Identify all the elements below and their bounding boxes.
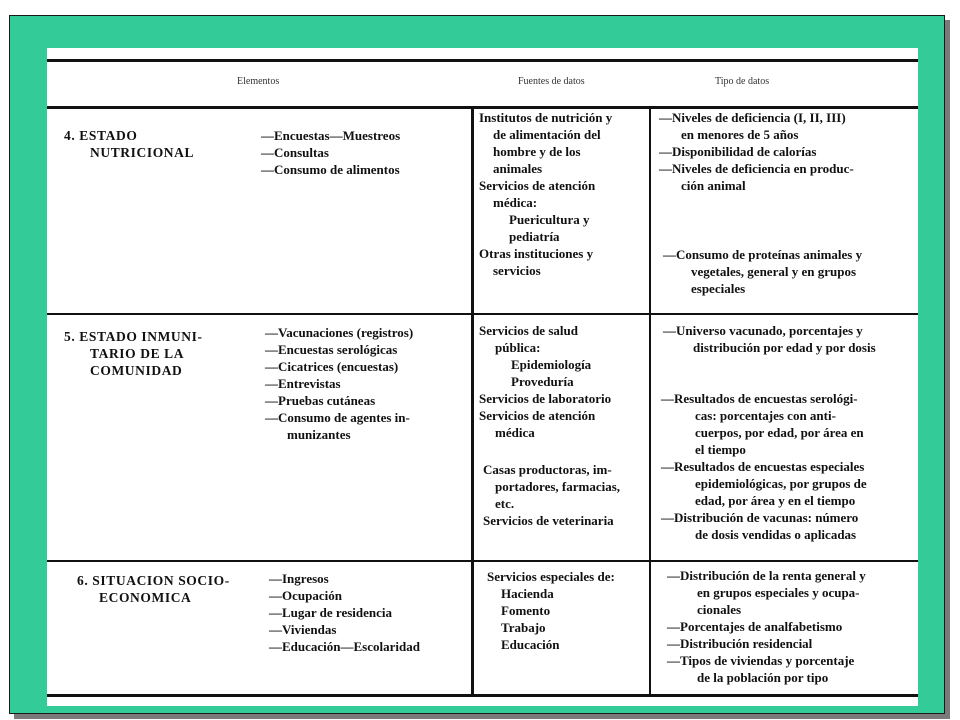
list-item: Puericultura y <box>509 212 590 227</box>
list-item: cuerpos, por edad, por área en <box>695 425 864 440</box>
row-divider-2 <box>47 560 918 562</box>
tipos-list-5a <box>663 322 876 356</box>
tipos-list-5b <box>661 390 867 543</box>
title-line: 5. ESTADO INMUNI- <box>64 329 203 344</box>
list-item: especiales <box>691 281 746 296</box>
elementos-list-6 <box>269 570 420 655</box>
list-item: médica <box>495 425 535 440</box>
list-item: etc. <box>495 496 515 511</box>
section-title-6 <box>77 572 230 606</box>
list-item: —Distribución de vacunas: número <box>661 510 859 525</box>
list-item: —Consultas <box>261 145 329 160</box>
list-item: en menores de 5 años <box>681 127 799 142</box>
list-item: Otras instituciones y <box>479 246 594 261</box>
list-item: hombre y de los <box>493 144 581 159</box>
list-item: Fomento <box>501 603 551 618</box>
list-item: —Vacunaciones (registros) <box>265 325 414 340</box>
list-item: epidemiológicas, por grupos de <box>695 476 867 491</box>
list-item: —Pruebas cutáneas <box>265 393 376 408</box>
bottom-rule <box>47 694 918 697</box>
list-item: Proveduría <box>511 374 574 389</box>
header-tipo: Tipo de datos <box>715 76 770 87</box>
tipos-list-4a <box>659 109 854 194</box>
list-item: de alimentación del <box>493 127 601 142</box>
list-item: ción animal <box>681 178 746 193</box>
list-item: —Encuestas serológicas <box>265 342 398 357</box>
row-divider-1 <box>47 313 918 315</box>
list-item: —Universo vacunado, porcentajes y <box>663 323 863 338</box>
list-item: —Cicatrices (encuestas) <box>265 359 399 374</box>
list-item: Servicios de atención <box>479 408 596 423</box>
list-item: —Ingresos <box>269 571 329 586</box>
fuentes-list-6 <box>487 568 615 653</box>
list-item: portadores, farmacias, <box>495 479 621 494</box>
list-item: distribución por edad y por dosis <box>693 340 876 355</box>
list-item: Servicios de atención <box>479 178 596 193</box>
list-item: —Viviendas <box>269 622 337 637</box>
elementos-list-5 <box>265 324 413 443</box>
list-item: en grupos especiales y ocupa- <box>697 585 860 600</box>
column-divider-1 <box>471 106 474 696</box>
title-line: COMUNIDAD <box>90 363 183 378</box>
list-item: —Niveles de deficiencia (I, II, III) <box>659 110 846 125</box>
list-item: —Consumo de alimentos <box>261 162 400 177</box>
list-item: —Lugar de residencia <box>269 605 393 620</box>
list-item: —Distribución residencial <box>667 636 813 651</box>
list-item: —Tipos de viviendas y porcentaje <box>667 653 855 668</box>
list-item: de dosis vendidas o aplicadas <box>695 527 857 542</box>
title-line: ECONOMICA <box>99 590 192 605</box>
list-item: —Resultados de encuestas especiales <box>661 459 865 474</box>
list-item: —Niveles de deficiencia en produc- <box>659 161 854 176</box>
column-divider-2 <box>649 106 651 696</box>
header-elementos: Elementos <box>237 76 280 87</box>
list-item: —Resultados de encuestas serológi- <box>661 391 858 406</box>
list-item: Servicios de laboratorio <box>479 391 612 406</box>
title-line: 6. SITUACION SOCIO- <box>77 573 230 588</box>
list-item: el tiempo <box>695 442 746 457</box>
list-item: —Ocupación <box>269 588 342 603</box>
list-item: —Consumo de agentes in- <box>265 410 410 425</box>
list-item: Hacienda <box>501 586 554 601</box>
list-item: Casas productoras, im- <box>483 462 612 477</box>
list-item: animales <box>493 161 543 176</box>
elementos-list-4 <box>261 127 400 178</box>
top-rule <box>47 59 918 62</box>
title-line: 4. ESTADO <box>64 128 138 143</box>
list-item: médica: <box>493 195 538 210</box>
fuentes-list-5b <box>483 461 620 529</box>
list-item: Trabajo <box>501 620 546 635</box>
list-item: cionales <box>697 602 742 617</box>
section-title-5 <box>64 328 203 379</box>
tipos-list-4b <box>663 246 862 297</box>
title-line: NUTRICIONAL <box>90 145 195 160</box>
tipos-list-6 <box>667 567 866 686</box>
list-item: Epidemiología <box>511 357 592 372</box>
list-item: —Porcentajes de analfabetismo <box>667 619 843 634</box>
document-page <box>47 48 918 706</box>
list-item: —Entrevistas <box>265 376 341 391</box>
list-item: Institutos de nutrición y <box>479 110 613 125</box>
list-item: vegetales, general y en grupos <box>691 264 857 279</box>
slide-background <box>9 15 945 714</box>
list-item: —Educación—Escolaridad <box>269 639 420 654</box>
list-item: edad, por área y en el tiempo <box>695 493 856 508</box>
list-item: Educación <box>501 637 560 652</box>
fuentes-list-4 <box>479 109 612 279</box>
list-item: —Encuestas—Muestreos <box>261 128 401 143</box>
list-item: pediatría <box>509 229 560 244</box>
list-item: Servicios especiales de: <box>487 569 615 584</box>
list-item: —Consumo de proteínas animales y <box>663 247 863 262</box>
list-item: cas: porcentajes con anti- <box>695 408 836 423</box>
list-item: munizantes <box>287 427 351 442</box>
list-item: pública: <box>495 340 541 355</box>
list-item: servicios <box>493 263 541 278</box>
list-item: —Disponibilidad de calorías <box>659 144 817 159</box>
list-item: Servicios de salud <box>479 323 578 338</box>
list-item: Servicios de veterinaria <box>483 513 614 528</box>
list-item: de la población por tipo <box>697 670 829 685</box>
list-item: —Distribución de la renta general y <box>667 568 866 583</box>
title-line: TARIO DE LA <box>90 346 185 361</box>
header-fuentes: Fuentes de datos <box>518 76 585 87</box>
section-title-4 <box>64 127 194 161</box>
fuentes-list-5a <box>479 322 611 441</box>
